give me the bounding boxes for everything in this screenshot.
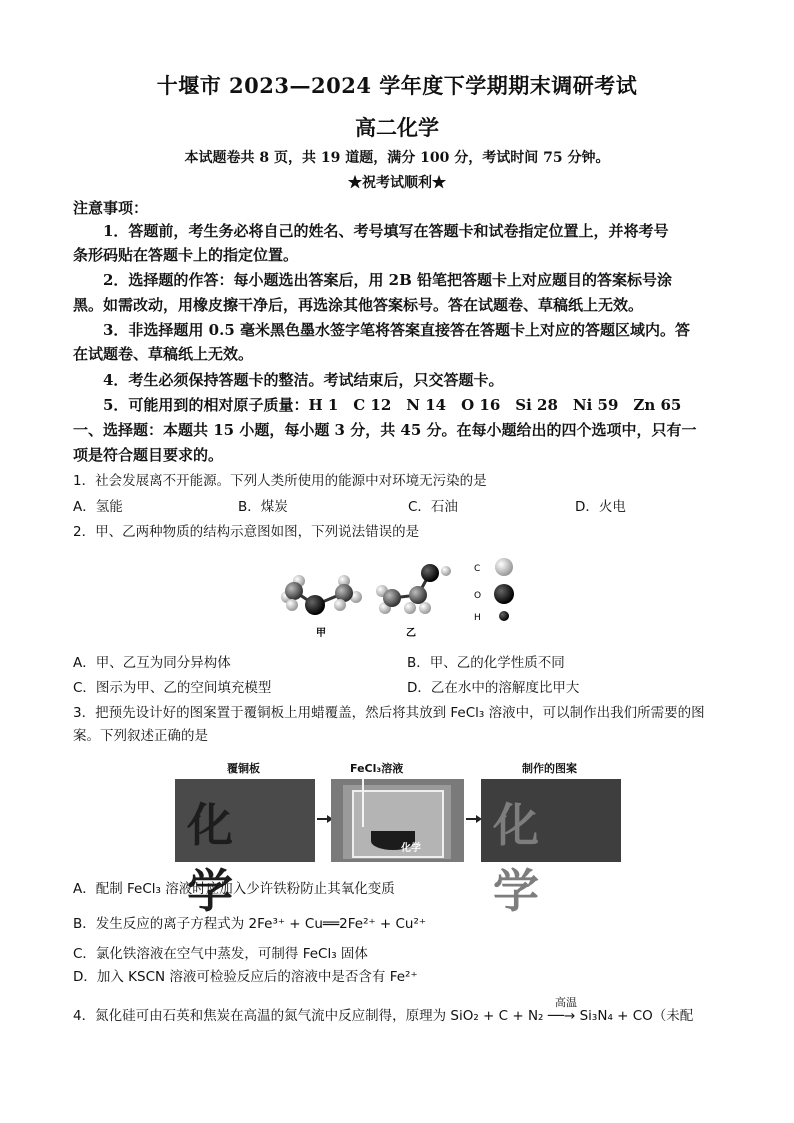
arrow-right-icon-2 [466, 814, 482, 824]
q3-stem-2: 案。下列叙述正确的是 [73, 728, 208, 744]
q3-option-b: B．发生反应的离子方程式为 2Fe³⁺ + Cu══2Fe²⁺ + Cu²⁺ [73, 916, 427, 932]
notice-line-8: 5．可能用到的相对原子质量：H 1 C 12 N 14 O 16 Si 28 Ni 59 Zn 65 [103, 396, 682, 414]
q3-option-a: A．配制 FeCl₃ 溶液时应加入少许铁粉防止其氧化变质 [73, 881, 395, 897]
q1-option-a: A．氢能 [73, 499, 123, 515]
panel-result-pattern [481, 779, 621, 918]
blessing: ★祝考试顺利★ [348, 175, 446, 191]
q2-option-a: A．甲、乙互为同分异构体 [73, 655, 231, 671]
q1-option-b: B．煤炭 [238, 499, 288, 515]
legend-o-ball [494, 584, 514, 604]
q3-stem-1: 3．把预先设计好的图案置于覆铜板上用蜡覆盖，然后将其放到 FeCl₃ 溶液中，可以制作出我们所需要的图 [73, 705, 705, 721]
panel-copper-board [175, 779, 315, 918]
q1-option-d: D．火电 [575, 499, 626, 515]
molecule-figure [270, 553, 530, 643]
etched-pattern-text: 化学 [493, 798, 561, 918]
q4-reaction-condition: 高温 [555, 996, 577, 1009]
legend-c-label: C [474, 564, 481, 574]
q3-option-c: C．氯化铁溶液在空气中蒸发，可制得 FeCl₃ 固体 [73, 946, 368, 962]
subject-title: 高二化学 [355, 115, 439, 140]
legend-c-ball [495, 558, 513, 576]
notice-line-6: 在试题卷、草稿纸上无效。 [73, 345, 254, 363]
legend-o-label: O [474, 591, 482, 601]
notice-line-4: 黑。如需改动，用橡皮擦干净后，再选涂其他答案标号。答在试题卷、草稿纸上无效。 [73, 296, 644, 314]
q2-option-d: D．乙在水中的溶解度比甲大 [407, 680, 580, 696]
molecule-jia [281, 575, 362, 615]
q2-stem: 2．甲、乙两种物质的结构示意图如图，下列说法错误的是 [73, 524, 420, 540]
molecule-yi [376, 564, 451, 614]
q3-option-d: D．加入 KSCN 溶液可检验反应后的溶液中是否含有 Fe²⁺ [73, 969, 418, 985]
section-heading-line-2: 项是符合题目要求的。 [73, 446, 224, 464]
waxed-pattern-text: 化学 [187, 798, 255, 918]
notice-line-7: 4．考生必须保持答题卡的整洁。考试结束后，只交答题卡。 [103, 371, 504, 389]
notice-line-2: 条形码贴在答题卡上的指定位置。 [73, 246, 299, 264]
notice-line-3: 2．选择题的作答：每小题选出答案后，用 2B 铅笔把答题卡上对应题目的答案标号涂 [103, 271, 673, 289]
beaker-label: 化学 [401, 843, 421, 854]
exam-title: 十堰市 2023—2024 学年度下学期期末调研考试 [156, 73, 638, 98]
molecule-models-svg [270, 553, 530, 643]
notice-line-1: 1．答题前，考生务必将自己的姓名、考号填写在答题卡和试卷指定位置上，并将考号 [103, 222, 669, 240]
legend-h-ball [499, 611, 509, 621]
caption-copper-board: 覆铜板 [227, 762, 260, 775]
q1-stem: 1．社会发展离不开能源。下列人类所使用的能源中对环境无污染的是 [73, 473, 487, 489]
atom-legend [474, 558, 514, 623]
notice-heading: 注意事项： [73, 199, 149, 217]
q4-stem: 4．氮化硅可由石英和焦炭在高温的氮气流中反应制得，原理为 SiO₂ + C + N₂ ──→ Si₃N₄ + CO（未配 [73, 1008, 694, 1024]
caption-fecl3-solution: FeCl₃溶液 [350, 762, 404, 775]
caption-result-pattern: 制作的图案 [522, 762, 577, 775]
q2-option-b: B．甲、乙的化学性质不同 [407, 655, 565, 671]
beaker-icon [331, 779, 464, 862]
q2-option-c: C．图示为甲、乙的空间填充模型 [73, 680, 272, 696]
section-heading-line-1: 一、选择题：本题共 15 小题，每小题 3 分，共 45 分。在每小题给出的四个选项中，只有一 [73, 421, 697, 439]
notice-line-5: 3．非选择题用 0.5 毫米黑色墨水签字笔将答案直接答在答题卡上对应的答题区域内。答 [103, 321, 690, 339]
label-yi: 乙 [406, 628, 416, 639]
label-jia: 甲 [316, 628, 326, 639]
q1-option-c: C．石油 [408, 499, 458, 515]
panel-fecl3-beaker [331, 779, 464, 862]
exam-info: 本试题卷共 8 页，共 19 道题，满分 100 分，考试时间 75 分钟。 [184, 150, 610, 166]
legend-h-label: H [474, 613, 481, 623]
